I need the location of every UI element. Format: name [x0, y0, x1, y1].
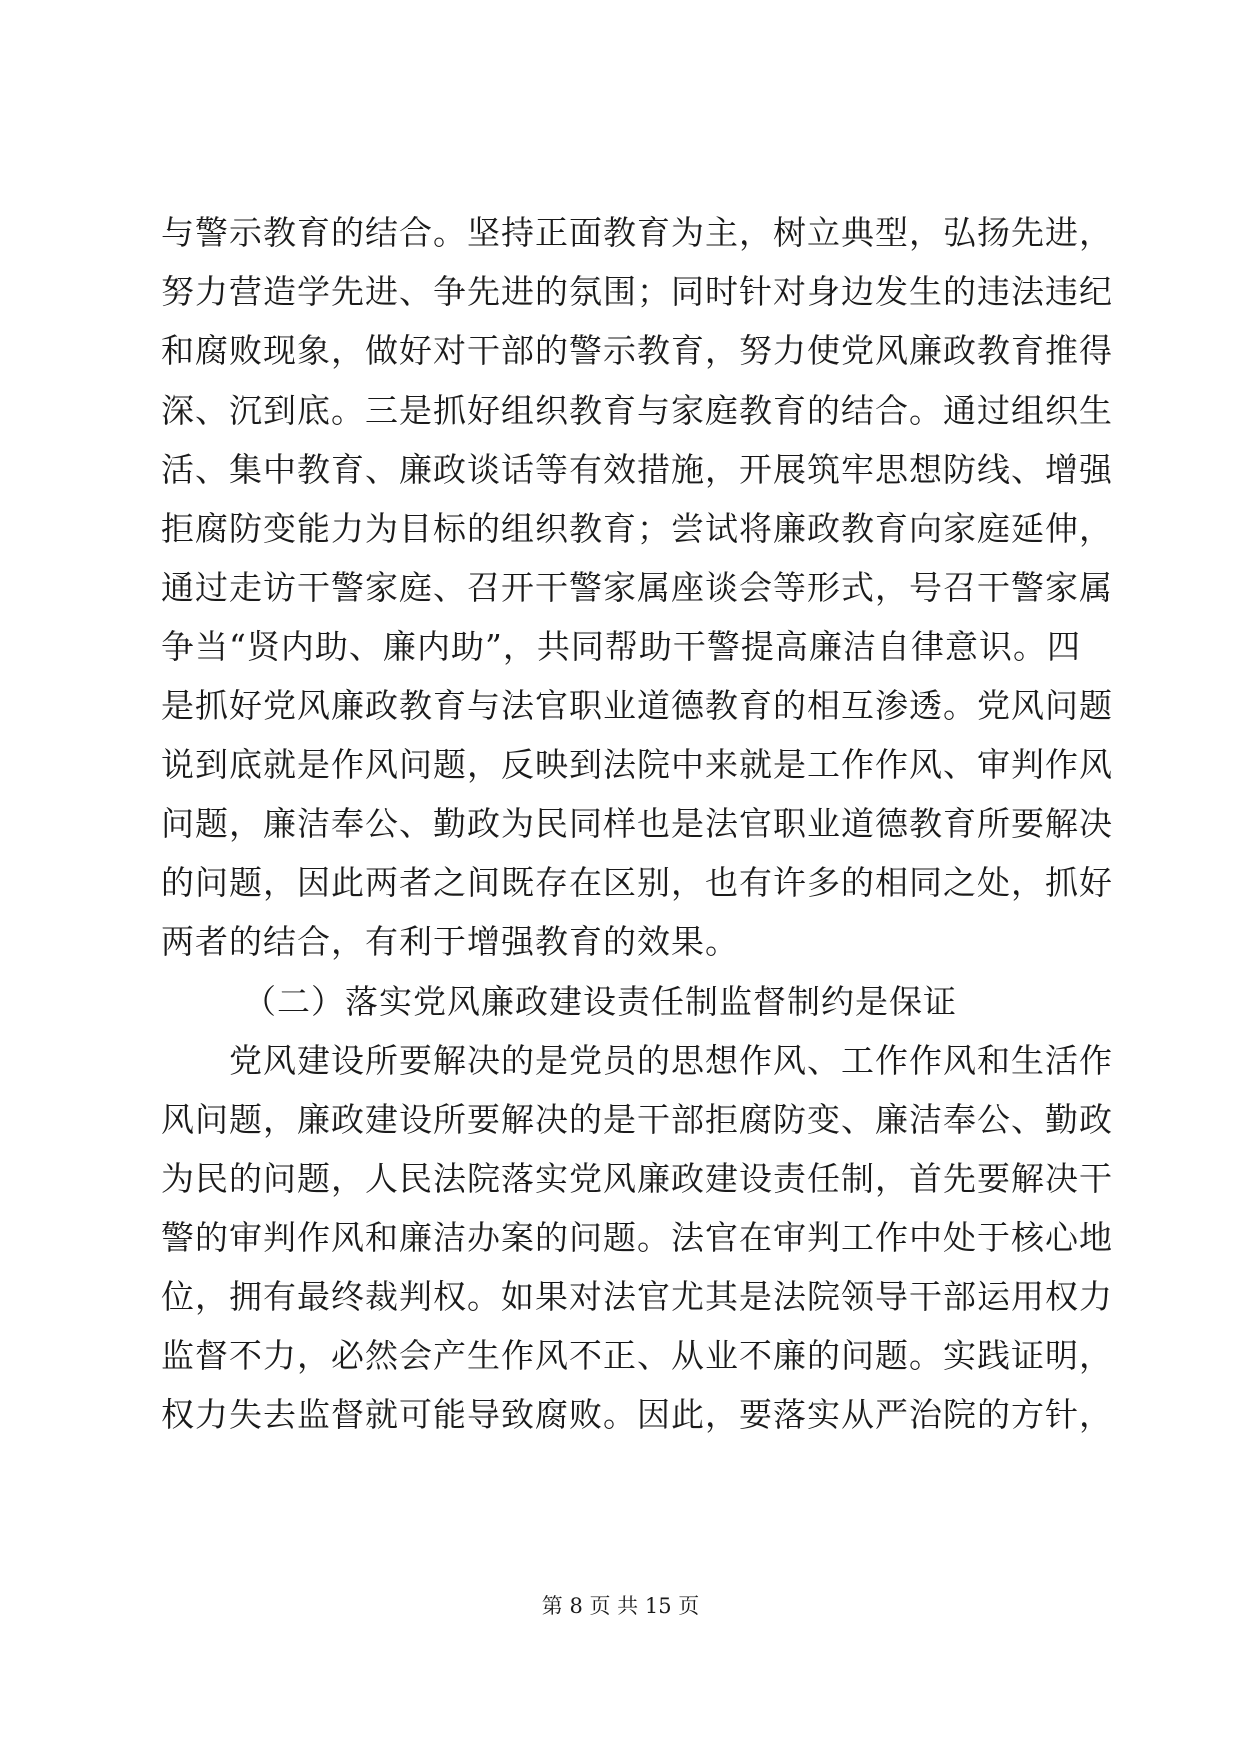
paragraph-2-line: 位，拥有最终裁判权。如果对法官尤其是法院领导干部运用权力 [161, 1277, 1113, 1316]
paragraph-1-line: 的问题，因此两者之间既存在区别，也有许多的相同之处，抓好 [161, 863, 1113, 902]
paragraph-2-line: 警的审判作风和廉洁办案的问题。法官在审判工作中处于核心地 [161, 1218, 1113, 1257]
paragraph-1-line: 争当“贤内助、廉内助”，共同帮助干警提高廉洁自律意识。四 [161, 627, 1081, 666]
paragraph-1-line: 拒腐防变能力为目标的组织教育；尝试将廉政教育向家庭延伸， [161, 509, 1113, 548]
paragraph-1-line: 说到底就是作风问题，反映到法院中来就是工作作风、审判作风 [161, 745, 1113, 784]
paragraph-1-line: 问题，廉洁奉公、勤政为民同样也是法官职业道德教育所要解决 [161, 804, 1113, 843]
paragraph-2-line: 风问题，廉政建设所要解决的是干部拒腐防变、廉洁奉公、勤政 [161, 1100, 1113, 1139]
section-heading: （二）落实党风廉政建设责任制监督制约是保证 [243, 982, 957, 1021]
paragraph-1-line: 活、集中教育、廉政谈话等有效措施，开展筑牢思想防线、增强 [161, 450, 1113, 489]
paragraph-1-line: 与警示教育的结合。坚持正面教育为主，树立典型，弘扬先进， [161, 213, 1113, 252]
paragraph-1-line: 是抓好党风廉政教育与法官职业道德教育的相互渗透。党风问题 [161, 686, 1113, 725]
paragraph-2-line: 党风建设所要解决的是党员的思想作风、工作作风和生活作 [229, 1041, 1113, 1080]
paragraph-1-line: 两者的结合，有利于增强教育的效果。 [161, 922, 739, 961]
paragraph-1-line: 通过走访干警家庭、召开干警家属座谈会等形式，号召干警家属 [161, 568, 1113, 607]
paragraph-1-line: 深、沉到底。三是抓好组织教育与家庭教育的结合。通过组织生 [161, 391, 1113, 430]
page-number-footer: 第 8 页 共 15 页 [541, 1594, 700, 1618]
paragraph-1-line: 努力营造学先进、争先进的氛围；同时针对身边发生的违法违纪 [161, 272, 1113, 311]
paragraph-2-line: 为民的问题，人民法院落实党风廉政建设责任制，首先要解决干 [161, 1159, 1113, 1198]
paragraph-1-line: 和腐败现象，做好对干部的警示教育，努力使党风廉政教育推得 [161, 331, 1113, 370]
paragraph-2-line: 权力失去监督就可能导致腐败。因此，要落实从严治院的方针， [161, 1395, 1113, 1434]
paragraph-2-line: 监督不力，必然会产生作风不正、从业不廉的问题。实践证明， [161, 1336, 1113, 1375]
